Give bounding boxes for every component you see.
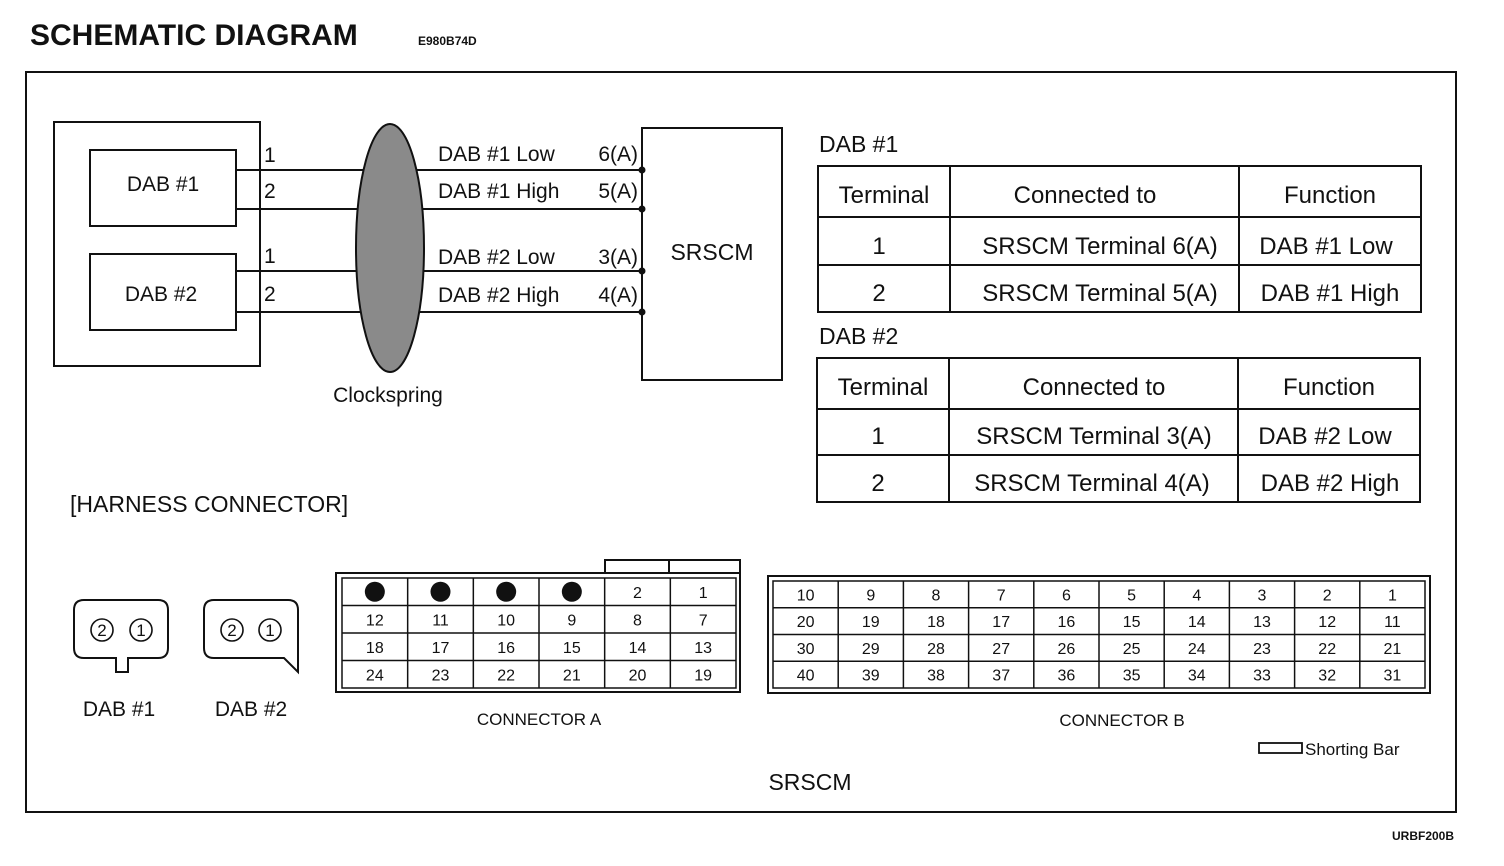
pin-number: 1	[136, 621, 146, 640]
terminal-number: 2	[1322, 587, 1332, 605]
table-title: DAB #1	[819, 131, 899, 157]
harness-heading: [HARNESS CONNECTOR]	[70, 491, 349, 517]
wire-name: DAB #2 High	[438, 284, 560, 307]
dab1-table	[818, 131, 1421, 312]
column-header: Function	[1283, 182, 1377, 209]
page-title: SCHEMATIC DIAGRAM	[30, 19, 358, 52]
terminal-number: 15	[1122, 614, 1141, 632]
dab2-box-label: DAB #2	[124, 283, 198, 306]
terminal-number: 14	[628, 639, 647, 657]
terminal-number: 20	[796, 614, 815, 632]
terminal-number: 18	[365, 639, 384, 657]
terminal-number: 40	[796, 667, 815, 685]
filled-cavity	[496, 582, 516, 602]
shorting-bar-legend: Shorting Bar	[1305, 740, 1400, 759]
terminal-number: 27	[992, 640, 1011, 658]
dab2-connector-label: DAB #2	[214, 698, 288, 721]
terminal-number: 8	[633, 612, 642, 630]
clockspring-label: Clockspring	[333, 384, 443, 407]
dab2-connector-outline	[204, 600, 298, 672]
terminal-number: 30	[796, 640, 815, 658]
dab1-connector-label: DAB #1	[82, 698, 156, 721]
wire-name: DAB #1 High	[438, 180, 560, 203]
filled-cavity	[431, 582, 451, 602]
terminal-number: 8	[931, 587, 941, 605]
table-cell: SRSCM Terminal 4(A)	[974, 470, 1210, 497]
pin-number: 2	[97, 621, 107, 640]
terminal-number: 24	[1187, 640, 1206, 658]
terminal-number: 11	[1384, 614, 1401, 632]
terminal-number: 20	[628, 667, 647, 685]
terminal-number: 2	[633, 584, 642, 602]
terminal-number: 9	[866, 587, 876, 605]
wire-terminal: 5(A)	[598, 180, 638, 203]
terminal-number: 9	[567, 612, 577, 630]
pin-number: 2	[227, 621, 237, 640]
terminal-number: 21	[1383, 640, 1402, 658]
column-header: Connected to	[1013, 182, 1157, 209]
terminal-number: 16	[497, 639, 516, 657]
column-header: Terminal	[838, 182, 930, 209]
terminal-number: 33	[1253, 667, 1271, 685]
terminal-number: 22	[497, 667, 516, 685]
table-title: DAB #2	[819, 323, 899, 349]
connector-a	[336, 560, 740, 729]
dab1-connector	[74, 600, 168, 721]
terminal-number: 23	[1253, 640, 1271, 658]
terminal-number: 24	[365, 667, 384, 685]
pin-label: 1	[264, 245, 276, 268]
terminal-number: 17	[431, 639, 450, 657]
srscm-module-label: SRSCM	[670, 239, 754, 265]
terminal-number: 39	[861, 667, 880, 685]
column-header: Terminal	[837, 374, 929, 401]
terminal-number: 11	[432, 612, 449, 630]
wiring-schematic	[54, 122, 782, 407]
connector-a-lock-tab	[605, 560, 740, 573]
pin-label: 2	[264, 180, 276, 203]
connector-b	[768, 576, 1430, 730]
terminal-number: 12	[1318, 614, 1337, 632]
terminal-number: 7	[996, 587, 1006, 605]
terminal-number: 10	[796, 587, 815, 605]
terminal-number: 37	[992, 667, 1011, 685]
wire-terminal: 6(A)	[598, 143, 638, 166]
pin-label: 1	[264, 144, 276, 167]
terminal-number: 32	[1318, 667, 1337, 685]
terminal-number: 18	[927, 614, 945, 632]
clockspring-symbol	[356, 124, 424, 372]
terminal-number: 6	[1061, 587, 1071, 605]
table-cell: SRSCM Terminal 5(A)	[982, 280, 1218, 307]
table-cell: 2	[871, 470, 885, 497]
column-header: Function	[1282, 374, 1376, 401]
table-cell: 1	[871, 423, 885, 450]
terminal-number: 1	[1387, 587, 1397, 605]
terminal-number: 22	[1318, 640, 1337, 658]
table-cell: DAB #1 Low	[1259, 233, 1393, 260]
terminal-number: 29	[861, 640, 880, 658]
doc-code: E980B74D	[418, 34, 477, 48]
terminal-number: 12	[365, 612, 384, 630]
terminal-number: 25	[1122, 640, 1141, 658]
dab2-table	[817, 323, 1420, 502]
terminal-number: 19	[861, 614, 880, 632]
terminal-number: 3	[1257, 587, 1267, 605]
connector-b-label: CONNECTOR B	[1059, 711, 1185, 730]
dab1-box-label: DAB #1	[126, 173, 200, 196]
terminal-number: 16	[1057, 614, 1076, 632]
table-cell: SRSCM Terminal 6(A)	[982, 233, 1218, 260]
wire-name: DAB #2 Low	[438, 246, 555, 269]
terminal-number: 4	[1192, 587, 1202, 605]
terminal-number: 13	[1253, 614, 1271, 632]
terminal-number: 38	[927, 667, 945, 685]
dab2-connector	[204, 600, 298, 721]
table-cell: DAB #1 High	[1260, 280, 1400, 307]
table-cell: SRSCM Terminal 3(A)	[976, 423, 1212, 450]
wire-name: DAB #1 Low	[438, 143, 555, 166]
table-cell: 2	[872, 280, 886, 307]
table-cell: DAB #2 Low	[1258, 423, 1392, 450]
terminal-number: 17	[992, 614, 1011, 632]
terminal-number: 7	[698, 612, 708, 630]
terminal-number: 35	[1122, 667, 1141, 685]
terminal-number: 19	[694, 667, 713, 685]
srscm-connector-caption: SRSCM	[768, 769, 852, 795]
wire-terminal: 4(A)	[598, 284, 638, 307]
pin-number: 1	[265, 621, 275, 640]
terminal-number: 23	[431, 667, 450, 685]
terminal-number: 5	[1127, 587, 1137, 605]
terminal-number: 36	[1057, 667, 1076, 685]
terminal-number: 26	[1057, 640, 1076, 658]
connector-a-label: CONNECTOR A	[476, 710, 602, 729]
filled-cavity	[365, 582, 385, 602]
terminal-number: 21	[562, 667, 581, 685]
table-cell: DAB #2 High	[1260, 470, 1400, 497]
terminal-number: 31	[1383, 667, 1402, 685]
wire-terminal: 3(A)	[598, 246, 638, 269]
terminal-number: 28	[927, 640, 945, 658]
terminal-number: 13	[694, 639, 713, 657]
terminal-number: 1	[698, 584, 708, 602]
pin-label: 2	[264, 283, 276, 306]
dab1-connector-outline	[74, 600, 168, 672]
column-header: Connected to	[1022, 374, 1166, 401]
terminal-number: 10	[497, 612, 516, 630]
table-cell: 1	[872, 233, 886, 260]
terminal-number: 34	[1187, 667, 1206, 685]
shorting-bar-symbol	[1259, 743, 1302, 753]
terminal-number: 15	[562, 639, 581, 657]
filled-cavity	[562, 582, 582, 602]
terminal-number: 14	[1187, 614, 1206, 632]
figure-code: URBF200B	[1391, 829, 1454, 843]
